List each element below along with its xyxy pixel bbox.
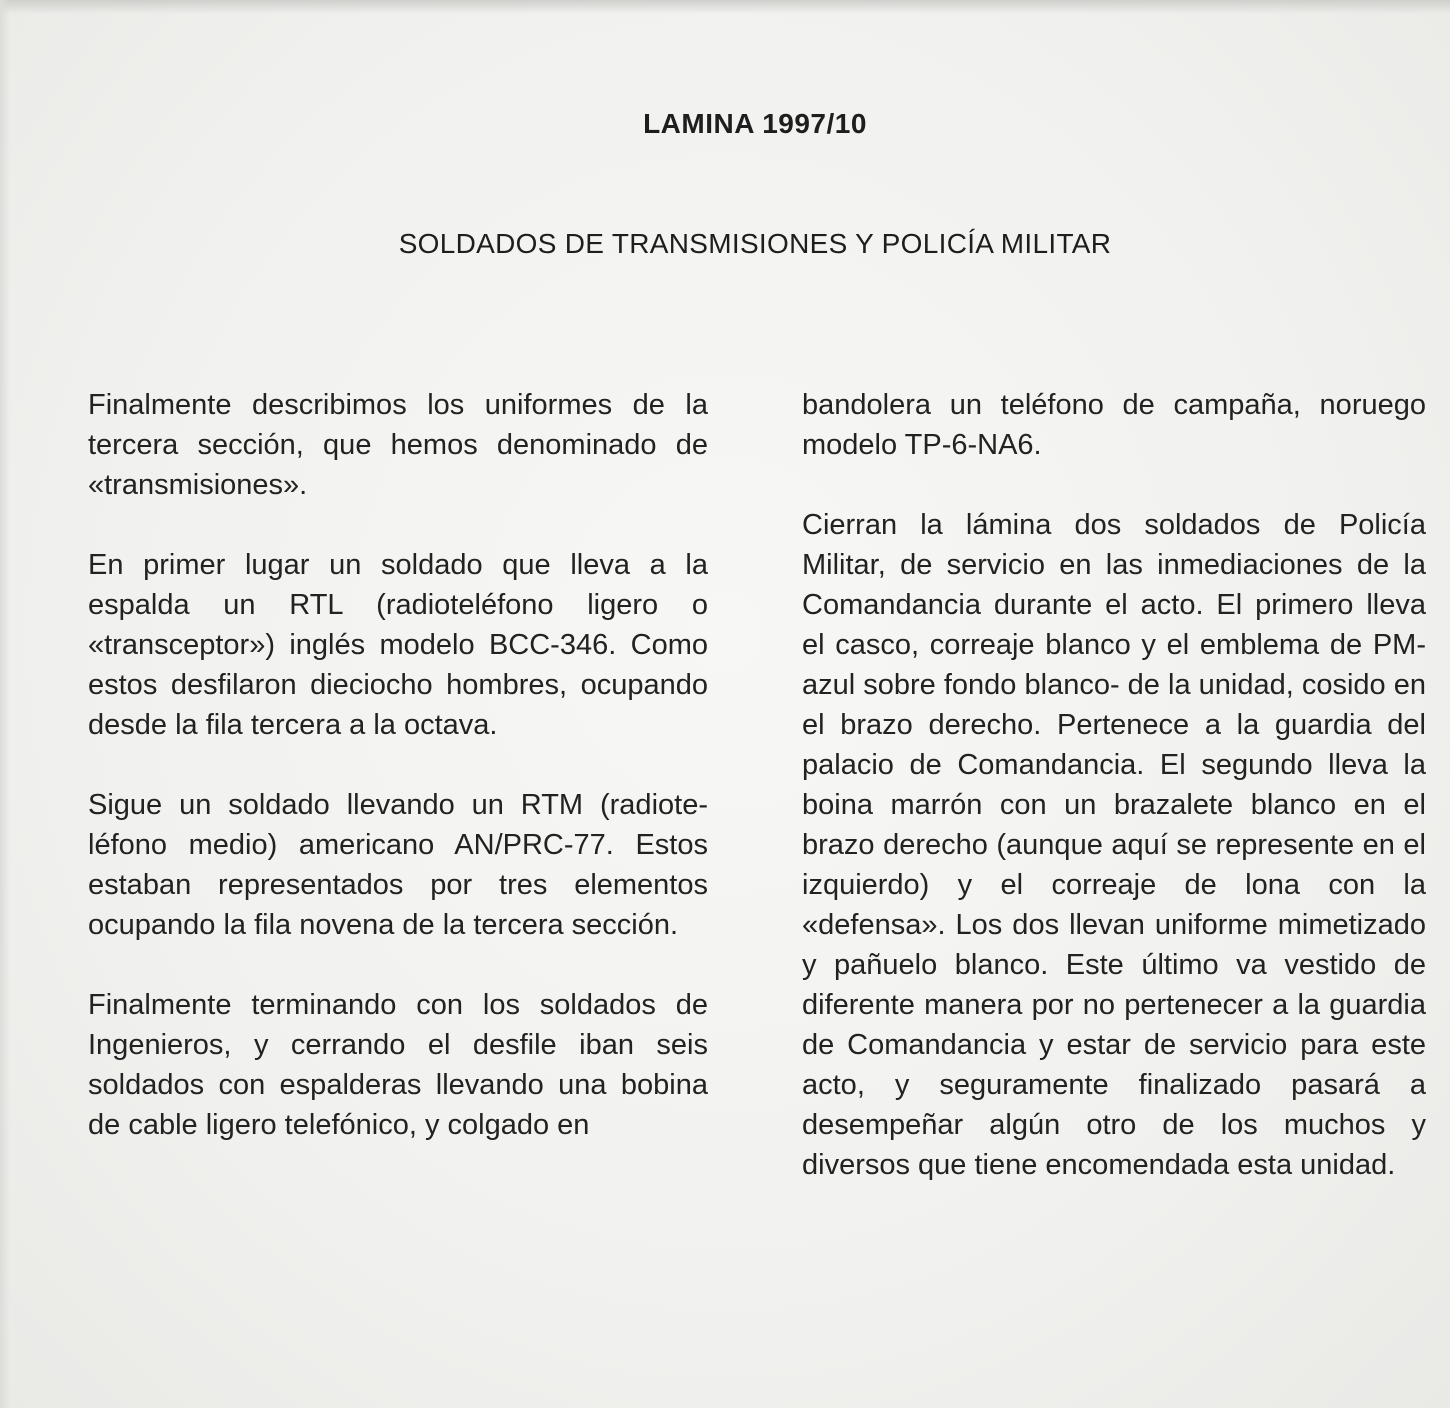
paragraph: Sigue un soldado llevando un RTM (radioteléfono medio) americano AN/PRC-77. Estos estaban representados por tres elementos ocupando la fila novena de la tercera sección.: [88, 789, 708, 941]
paragraph: bandolera un teléfono de campaña, noruego modelo TP-6-NA6.: [802, 389, 1426, 461]
page-edge-shadow-top: [0, 0, 1450, 14]
paragraph: En primer lugar un soldado que lleva a la espalda un RTL (radioteléfono ligero o «transceptor») inglés modelo BCC-346. Como estos desfilaron dieciocho hombres, ocupando desde la fila tercera a la octava.: [88, 549, 708, 741]
plate-subtitle: SOLDADOS DE TRANSMISIONES Y POLICÍA MILITAR: [398, 228, 1112, 259]
plate-title: LAMINA 1997/10: [643, 108, 867, 139]
paragraph: Cierran la lámina dos soldados de Policía Militar, de servicio en las inmediaciones de la Comandancia durante el acto. El primero lleva el casco, correaje blanco y el emblema de PM- azul sobre fondo blanco- de la unidad, cosido en el brazo derecho. Pertenece a la guardia del palacio de Comandancia. El segundo lleva la boina marrón con un brazalete blanco en el brazo derecho (aunque aquí se represente en el izquierdo) y el correaje de lona con la «defensa». Los dos llevan uniforme mimetizado y pañuelo blanco. Este último va vestido de diferente manera por no pertenecer a la guardia de Comandancia y estar de servicio para este acto, y seguramente finalizado pasará a desempeñar algún otro de los muchos y diversos que tiene encomendada esta unidad.: [802, 509, 1426, 1181]
paragraph: Finalmente terminando con los soldados de Ingenieros, y cerrando el desfile iban seis soldados con espalderas llevando una bobina de cable ligero telefónico, y colgado en: [88, 989, 708, 1141]
paragraph: Finalmente describimos los uniformes de la tercera sección, que hemos denominado de «transmisiones».: [88, 389, 708, 501]
page-edge-shadow-left: [0, 0, 10, 1408]
left-text-column: [88, 385, 708, 1145]
right-text-column: [802, 385, 1426, 1185]
